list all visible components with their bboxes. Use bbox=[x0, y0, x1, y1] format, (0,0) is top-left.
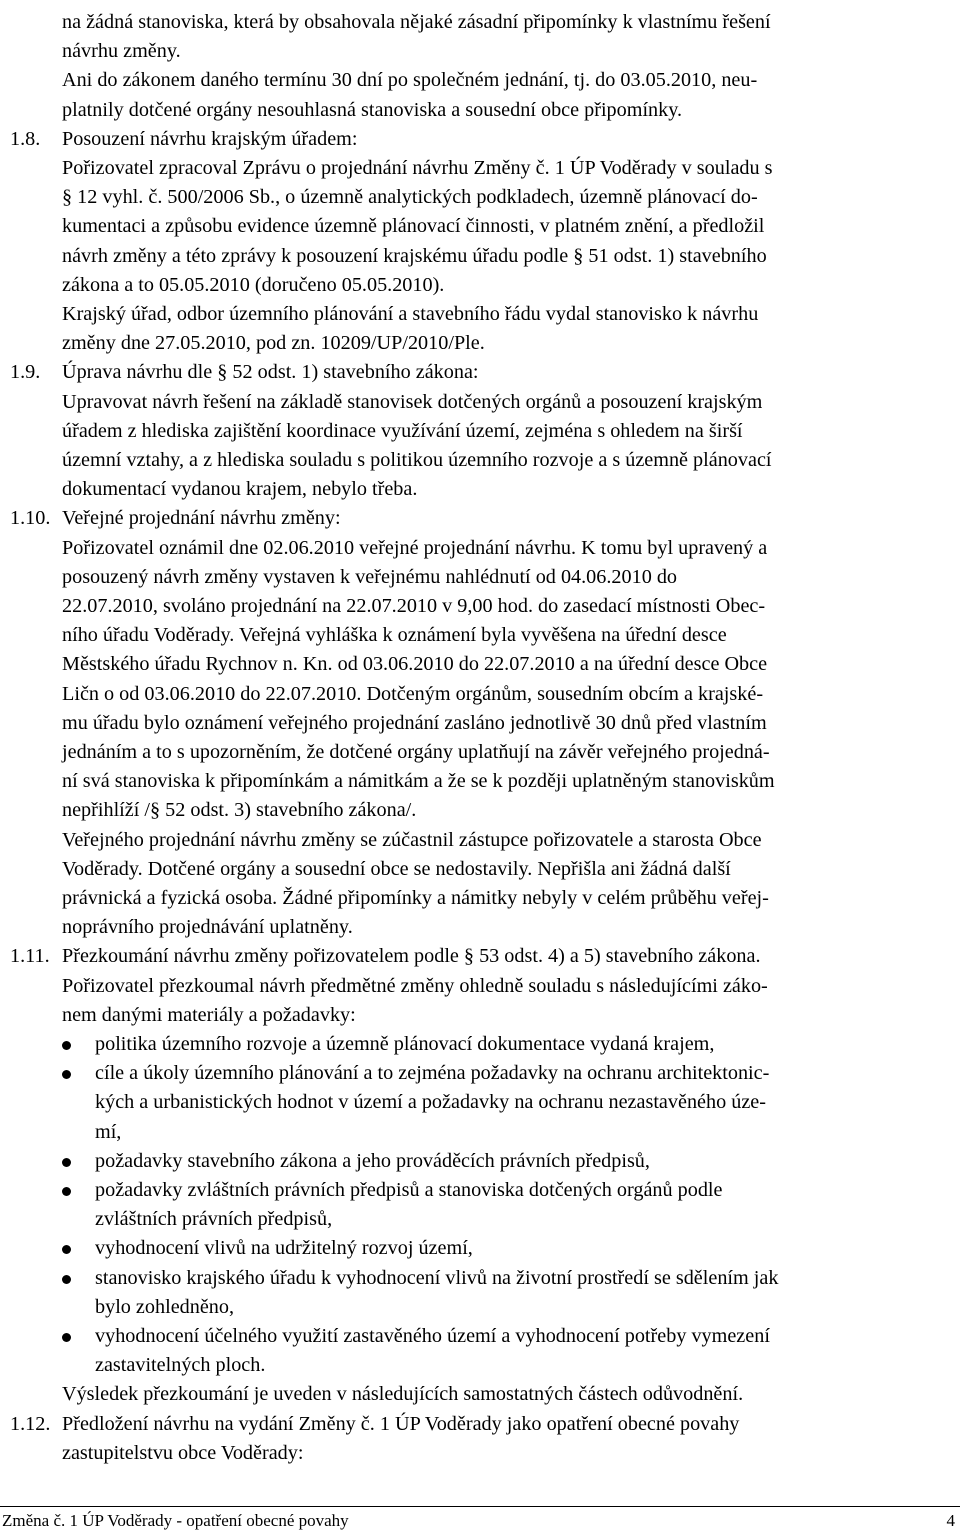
section-number: 1.11. bbox=[10, 945, 50, 968]
bullet-icon bbox=[62, 1070, 71, 1079]
body-text-line: Městského úřadu Rychnov n. Kn. od 03.06.2010 do 22.07.2010 a na úřední desce Obce bbox=[62, 653, 768, 676]
body-text-line: ního úřadu Voděrady. Veřejná vyhláška k oznámení byla vyvěšena na úřední desce bbox=[62, 624, 727, 647]
body-text-line: zastupitelstvu obce Voděrady: bbox=[62, 1441, 304, 1464]
bullet-list-item: zvláštních právních předpisů, bbox=[95, 1208, 333, 1231]
bullet-list-item: politika územního rozvoje a územně plánovací dokumentace vydaná krajem, bbox=[95, 1033, 715, 1055]
body-text-line: Krajský úřad, odbor územního plánování a stavebního řádu vydal stanovisko k návrhu bbox=[62, 303, 759, 325]
footer-title: Změna č. 1 ÚP Voděrady - opatření obecné povahy bbox=[2, 1511, 349, 1530]
bullet-list-item: mí, bbox=[95, 1120, 122, 1143]
body-text-line: úřadem z hlediska zajištění koordinace využívání území, zejména s ohledem na širší bbox=[62, 419, 743, 442]
body-text-line: na žádná stanoviska, která by obsahovala nějaké zásadní připomínky k vlastnímu řešení bbox=[62, 11, 771, 33]
bullet-icon bbox=[62, 1041, 71, 1050]
section-number: 1.9. bbox=[10, 361, 41, 384]
body-text-line: Ličn o od 03.06.2010 do 22.07.2010. Dotčeným orgánům, sousedním obcím a krajské- bbox=[62, 682, 764, 705]
body-text-line: Pořizovatel přezkoumal návrh předmětné změny ohledně souladu s následujícími záko- bbox=[62, 974, 768, 997]
bullet-icon bbox=[62, 1158, 71, 1167]
body-text-line: Výsledek přezkoumání je uveden v následujících samostatných částech odůvodnění. bbox=[62, 1383, 744, 1406]
section-number: 1.10. bbox=[10, 507, 51, 530]
section-heading: Veřejné projednání návrhu změny: bbox=[62, 507, 341, 530]
body-text-line: Voděrady. Dotčené orgány a sousední obce se nedostavily. Nepřišla ani žádná další bbox=[62, 857, 731, 880]
body-text-line: návrh změny a této zprávy k posouzení krajskému úřadu podle § 51 odst. 1) stavebního bbox=[62, 244, 767, 267]
body-text-line: kumentaci a způsobu evidence územně plánovací činnosti, v platném znění, a předložil bbox=[62, 215, 765, 238]
section-heading: Posouzení návrhu krajským úřadem: bbox=[62, 127, 358, 150]
body-text-line: noprávního projednávání uplatněny. bbox=[62, 916, 353, 939]
bullet-list-item: cíle a úkoly územního plánování a to zejména požadavky na ochranu architektonic- bbox=[95, 1062, 770, 1085]
body-text-line: územní vztahy, a z hlediska souladu s politikou územního rozvoje a s územně plánovací bbox=[62, 449, 772, 471]
bullet-icon bbox=[62, 1187, 71, 1196]
bullet-list-item: požadavky zvláštních právních předpisů a stanoviska dotčených orgánů podle bbox=[95, 1179, 723, 1201]
bullet-icon bbox=[62, 1333, 71, 1342]
body-text-line: ní svá stanoviska k připomínkám a námitkám a že se k později uplatněným stanoviskům bbox=[62, 770, 775, 793]
bullet-list-item: stanovisko krajského úřadu k vyhodnocení vlivů na životní prostředí se sdělením jak bbox=[95, 1266, 779, 1289]
body-text-line: nem danými materiály a požadavky: bbox=[62, 1003, 356, 1026]
body-text-line: Upravovat návrh řešení na základě stanovisek dotčených orgánů a posouzení krajským bbox=[62, 390, 763, 413]
bullet-list-item: bylo zohledněno, bbox=[95, 1295, 235, 1318]
body-text-line: platnily dotčené orgány nesouhlasná stanoviska a sousední obce připomínky. bbox=[62, 98, 683, 121]
body-text-line: Pořizovatel oznámil dne 02.06.2010 veřejné projednání návrhu. K tomu byl upravený a bbox=[62, 536, 768, 559]
body-text-line: návrhu změny. bbox=[62, 40, 181, 63]
section-number: 1.12. bbox=[10, 1412, 51, 1435]
body-text-line: 22.07.2010, svoláno projednání na 22.07.2010 v 9,00 hod. do zasedací místnosti Obec- bbox=[62, 595, 766, 617]
body-text-line: Veřejného projednání návrhu změny se zúčastnil zástupce pořizovatele a starosta Obce bbox=[62, 828, 762, 851]
page-number: 4 bbox=[946, 1511, 955, 1530]
body-text-line: posouzený návrh změny vystaven k veřejnému nahlédnutí od 04.06.2010 do bbox=[62, 565, 678, 588]
section-heading: Úprava návrhu dle § 52 odst. 1) stavebního zákona: bbox=[62, 361, 479, 384]
bullet-icon bbox=[62, 1245, 71, 1254]
bullet-list-item: vyhodnocení vlivů na udržitelný rozvoj území, bbox=[95, 1237, 473, 1260]
body-text-line: Ani do zákonem daného termínu 30 dní po společném jednání, tj. do 03.05.2010, neu- bbox=[62, 69, 758, 92]
body-text-line: nepřihlíží /§ 52 odst. 3) stavebního zákona/. bbox=[62, 799, 417, 822]
bullet-list-item: zastavitelných ploch. bbox=[95, 1354, 266, 1377]
footer-rule bbox=[0, 1506, 960, 1507]
body-text-line: právnická a fyzická osoba. Žádné připomínky a námitky nebyly v celém průběhu veřej- bbox=[62, 887, 769, 909]
section-heading: Přezkoumání návrhu změny pořizovatelem podle § 53 odst. 4) a 5) stavebního zákona. bbox=[62, 945, 761, 968]
bullet-list-item: vyhodnocení účelného využití zastavěného území a vyhodnocení potřeby vymezení bbox=[95, 1325, 770, 1347]
body-text-line: mu úřadu bylo oznámení veřejného projednání zasláno jednotlivě 30 dnů před vlastním bbox=[62, 711, 767, 734]
section-number: 1.8. bbox=[10, 127, 41, 150]
body-text-line: změny dne 27.05.2010, pod zn. 10209/UP/2010/Ple. bbox=[62, 332, 485, 355]
body-text-line: dokumentací vydanou krajem, nebylo třeba. bbox=[62, 478, 418, 501]
body-text-line: Pořizovatel zpracoval Zprávu o projednání návrhu Změny č. 1 ÚP Voděrady v souladu s bbox=[62, 157, 773, 179]
bullet-list-item: požadavky stavebního zákona a jeho prováděcích právních předpisů, bbox=[95, 1149, 650, 1172]
body-text-line: § 12 vyhl. č. 500/2006 Sb., o územně analytických podkladech, územně plánovací do- bbox=[62, 186, 758, 209]
body-text-line: jednáním a to s upozorněním, že dotčené orgány uplatňují na závěr veřejného projedná- bbox=[62, 741, 770, 763]
bullet-icon bbox=[62, 1275, 71, 1284]
section-heading: Předložení návrhu na vydání Změny č. 1 ÚP Voděrady jako opatření obecné povahy bbox=[62, 1412, 740, 1435]
body-text-line: zákona a to 05.05.2010 (doručeno 05.05.2010). bbox=[62, 273, 445, 296]
bullet-list-item: kých a urbanistických hodnot v území a požadavky na ochranu nezastavěného úze- bbox=[95, 1091, 766, 1114]
